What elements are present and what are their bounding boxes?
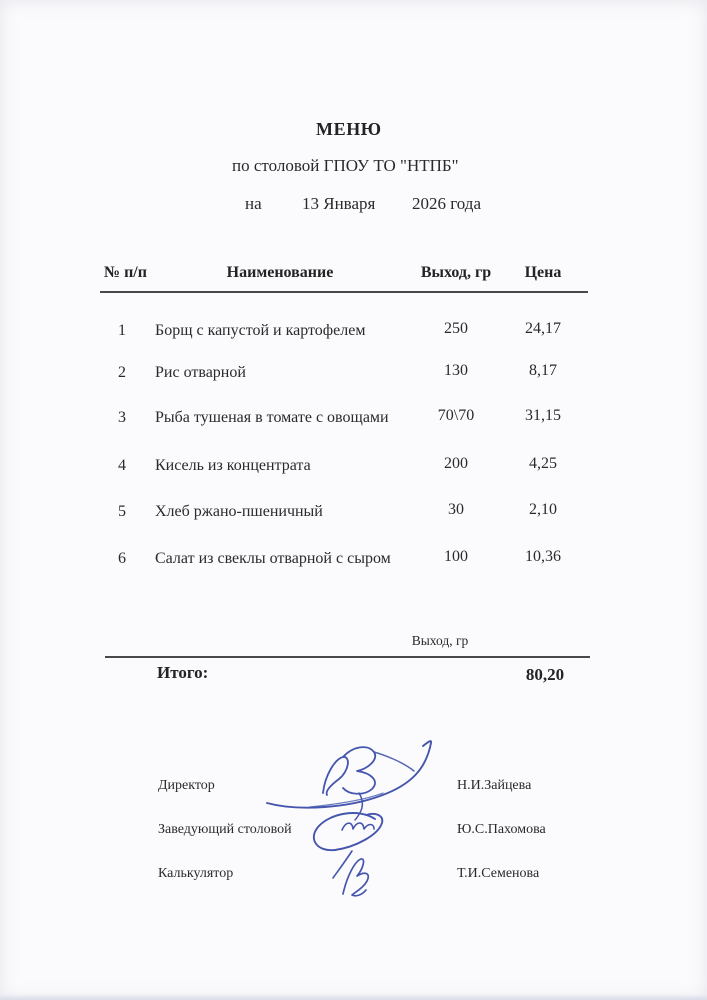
price-value: 8,17 — [529, 362, 557, 379]
dish-name: Хлеб ржано-пшеничный — [155, 503, 323, 520]
dish-name: Борщ с капустой и картофелем — [155, 322, 366, 339]
price-value: 10,36 — [525, 548, 561, 565]
totals-rule — [105, 656, 590, 658]
signature-role: Заведующий столовой — [158, 822, 292, 837]
canteen-manager-signature — [314, 813, 382, 878]
dish-name: Салат из свеклы отварной с сыром — [155, 550, 391, 567]
row-number: 6 — [118, 550, 126, 567]
canteen-subtitle: по столовой ГПОУ ТО "НТПБ" — [232, 156, 459, 175]
date-day-month: 13 Января — [302, 194, 376, 213]
total-label: Итого: — [157, 663, 209, 682]
price-value: 4,25 — [529, 455, 557, 472]
row-number: 5 — [118, 503, 126, 520]
column-header-price: Цена — [524, 264, 562, 281]
signature-role: Калькулятор — [158, 866, 234, 881]
menu-title: МЕНЮ — [316, 119, 382, 139]
dish-name: Рыба тушеная в томате с овощами — [155, 409, 389, 426]
calculator-signature — [343, 859, 368, 896]
date-prefix: на — [245, 194, 262, 213]
signatory-name: Т.И.Семенова — [457, 866, 540, 881]
dish-name: Рис отварной — [155, 364, 246, 381]
price-value: 24,17 — [525, 320, 561, 337]
portion-value: 130 — [444, 362, 468, 379]
row-number: 2 — [118, 364, 126, 381]
handwritten-signatures-ink — [255, 733, 445, 903]
date-year: 2026 года — [412, 194, 482, 213]
portion-value: 200 — [444, 455, 468, 472]
price-value: 2,10 — [529, 501, 557, 518]
scan-bottom-edge — [0, 994, 707, 1000]
column-header-name: Наименование — [226, 264, 334, 281]
signatory-name: Ю.С.Пахомова — [457, 822, 546, 837]
portion-value: 100 — [444, 548, 468, 565]
dish-name: Кисель из концентрата — [155, 457, 311, 474]
portion-value: 250 — [444, 320, 468, 337]
price-value: 31,15 — [525, 407, 561, 424]
portion-value: 30 — [448, 501, 464, 518]
signatory-name: Н.И.Зайцева — [457, 778, 532, 793]
row-number: 4 — [118, 457, 126, 474]
row-number: 3 — [118, 409, 126, 426]
director-signature — [267, 741, 431, 820]
table-header-rule — [100, 291, 588, 293]
portion-value: 70\70 — [437, 407, 475, 424]
total-value: 80,20 — [525, 665, 565, 684]
column-header-number: № п/п — [104, 264, 147, 281]
totals-output-units-label: Выход, гр — [411, 633, 469, 648]
column-header-output: Выход, гр — [420, 264, 492, 281]
signature-role: Директор — [158, 778, 215, 793]
row-number: 1 — [118, 322, 126, 339]
